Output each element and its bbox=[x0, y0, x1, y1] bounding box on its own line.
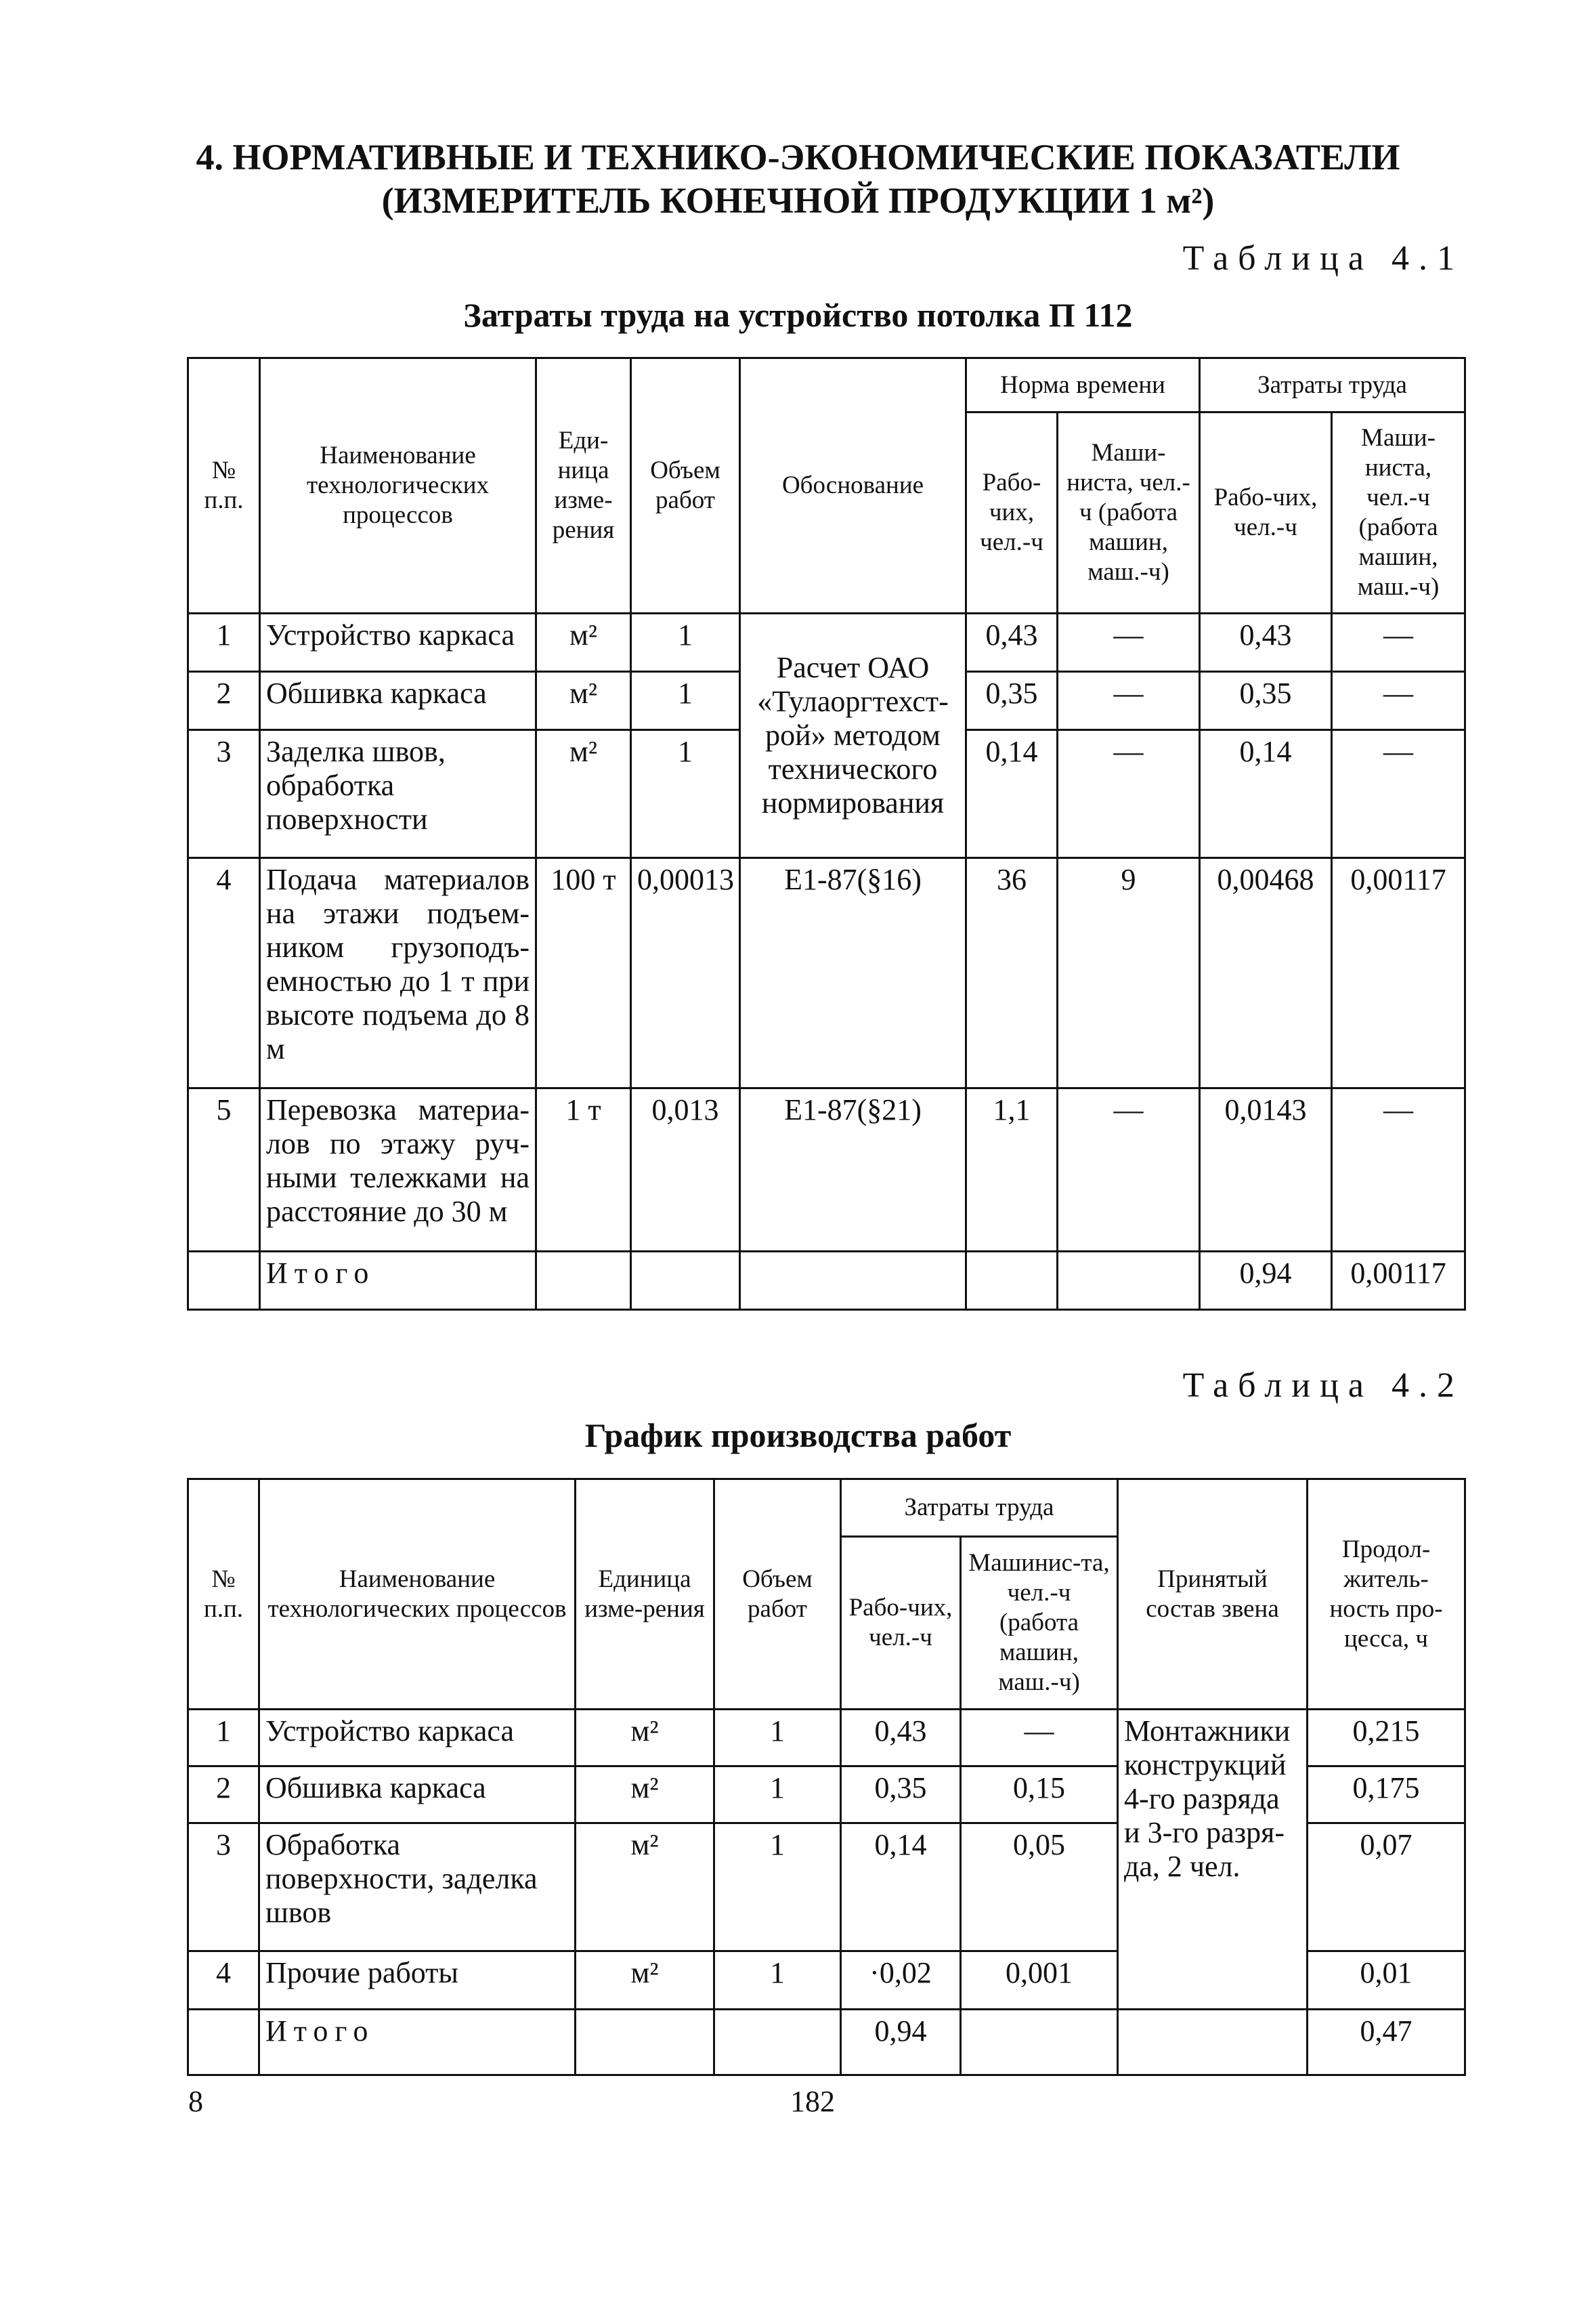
row-machinists: 0,15 bbox=[961, 1766, 1118, 1823]
row-norm-workers: 0,43 bbox=[966, 614, 1058, 672]
row-name: Обшивка каркаса bbox=[259, 1766, 576, 1823]
table1 bbox=[187, 357, 1466, 1311]
row-name: Перевозка материа-лов по этажу руч-ными тележками на расстояние до 30 м bbox=[260, 1088, 536, 1252]
row-unit: м² bbox=[536, 730, 631, 858]
table1-header-num: № п.п. bbox=[188, 358, 260, 614]
table2 bbox=[187, 1478, 1466, 2076]
row-cost-machinists: — bbox=[1332, 672, 1465, 730]
row-unit: м² bbox=[576, 1823, 714, 1951]
table-row bbox=[188, 1088, 1465, 1252]
row-name: Прочие работы bbox=[259, 1951, 576, 2010]
row-duration: 0,01 bbox=[1308, 1951, 1465, 2010]
total-duration: 0,47 bbox=[1308, 2010, 1465, 2075]
row-unit: м² bbox=[536, 614, 631, 672]
table2-shared-crew: Монтажники конструкций 4-го разряда и 3-го разря-да, 2 чел. bbox=[1118, 1710, 1308, 2010]
total-label: Итого bbox=[259, 2010, 576, 2075]
section-heading-line1: 4. НОРМАТИВНЫЕ И ТЕХНИКО-ЭКОНОМИЧЕСКИЕ ПОКАЗАТЕЛИ bbox=[196, 137, 1400, 177]
row-cost-workers: 0,35 bbox=[1200, 672, 1332, 730]
row-cost-workers: 0,43 bbox=[1200, 614, 1332, 672]
table2-header-workers: Рабо-чих, чел.-ч bbox=[841, 1537, 961, 1710]
row-volume: 1 bbox=[714, 1823, 841, 1951]
total-workers: 0,94 bbox=[841, 2010, 961, 2075]
table2-header-name: Наименование технологических процессов bbox=[259, 1479, 576, 1710]
row-num: 3 bbox=[188, 730, 260, 858]
table1-header-row bbox=[188, 358, 1465, 412]
row-volume: 1 bbox=[714, 1951, 841, 2010]
row-workers: 0,43 bbox=[841, 1710, 961, 1766]
row-num: 2 bbox=[188, 672, 260, 730]
row-cost-machinists: — bbox=[1332, 730, 1465, 858]
section-heading-line2: (ИЗМЕРИТЕЛЬ КОНЕЧНОЙ ПРОДУКЦИИ 1 м²) bbox=[381, 180, 1215, 221]
row-num: 3 bbox=[188, 1823, 259, 1951]
row-volume: 1 bbox=[631, 730, 740, 858]
row-cost-workers: 0,00468 bbox=[1200, 858, 1332, 1088]
row-basis: Е1-87(§21) bbox=[740, 1088, 966, 1252]
row-num: 4 bbox=[188, 858, 260, 1088]
total-label: Итого bbox=[260, 1252, 536, 1310]
row-cost-workers: 0,14 bbox=[1200, 730, 1332, 858]
page-number-center: 182 bbox=[790, 2085, 835, 2118]
row-unit: м² bbox=[536, 672, 631, 730]
table2-header-row bbox=[188, 1479, 1465, 1537]
row-num: 4 bbox=[188, 1951, 259, 2010]
row-duration: 0,215 bbox=[1308, 1710, 1465, 1766]
table1-header-basis: Обоснование bbox=[740, 358, 966, 614]
row-name: Подача материалов на этажи подъем-ником грузоподъ-емностью до 1 т при высоте подъема до 8 м bbox=[260, 858, 536, 1088]
row-unit: м² bbox=[576, 1766, 714, 1823]
table2-label: Таблица 4.2 bbox=[1182, 1366, 1464, 1405]
row-cost-machinists: 0,00117 bbox=[1332, 858, 1465, 1088]
table1-header-unit: Еди-ница изме-рения bbox=[536, 358, 631, 614]
row-unit: м² bbox=[576, 1710, 714, 1766]
table-row bbox=[188, 1710, 1465, 1766]
row-name: Устройство каркаса bbox=[259, 1710, 576, 1766]
row-norm-machinists: — bbox=[1058, 672, 1200, 730]
row-volume: 0,00013 bbox=[631, 858, 740, 1088]
row-name: Заделка швов, обработка поверхности bbox=[260, 730, 536, 858]
table1-header-norm-group: Норма времени bbox=[966, 358, 1200, 412]
table1-title: Затраты труда на устройство потолка П 112 bbox=[463, 296, 1133, 334]
row-duration: 0,175 bbox=[1308, 1766, 1465, 1823]
row-num: 5 bbox=[188, 1088, 260, 1252]
table2-header-unit: Единица изме-рения bbox=[576, 1479, 714, 1710]
table-row bbox=[188, 858, 1465, 1088]
page-number-left: 8 bbox=[188, 2085, 203, 2118]
total-cost-machinists: 0,00117 bbox=[1332, 1252, 1465, 1310]
row-name: Устройство каркаса bbox=[260, 614, 536, 672]
row-norm-workers: 1,1 bbox=[966, 1088, 1058, 1252]
row-unit: 100 т bbox=[536, 858, 631, 1088]
row-num: 1 bbox=[188, 1710, 259, 1766]
row-volume: 1 bbox=[714, 1710, 841, 1766]
row-num: 2 bbox=[188, 1766, 259, 1823]
row-machinists: 0,001 bbox=[961, 1951, 1118, 2010]
table-row bbox=[188, 614, 1465, 672]
table2-header-volume: Объем работ bbox=[714, 1479, 841, 1710]
table2-header-crew: Принятый состав звена bbox=[1118, 1479, 1308, 1710]
row-cost-machinists: — bbox=[1332, 614, 1465, 672]
row-cost-machinists: — bbox=[1332, 1088, 1465, 1252]
table1-total-row bbox=[188, 1252, 1465, 1310]
row-name: Обшивка каркаса bbox=[260, 672, 536, 730]
row-workers: 0,14 bbox=[841, 1823, 961, 1951]
section-heading bbox=[0, 135, 1596, 222]
table1-header-name: Наименование технологических процессов bbox=[260, 358, 536, 614]
table2-header-cost-group: Затраты труда bbox=[841, 1479, 1118, 1537]
row-name: Обработка поверхности, заделка швов bbox=[259, 1823, 576, 1951]
table1-header-cost-workers: Рабо-чих, чел.-ч bbox=[1200, 412, 1332, 614]
row-duration: 0,07 bbox=[1308, 1823, 1465, 1951]
table2-header-machinists: Машинис-та, чел.-ч (работа машин, маш.-ч) bbox=[961, 1537, 1118, 1710]
row-norm-workers: 0,35 bbox=[966, 672, 1058, 730]
row-volume: 1 bbox=[714, 1766, 841, 1823]
row-workers: ·0,02 bbox=[841, 1951, 961, 2010]
row-norm-machinists: — bbox=[1058, 614, 1200, 672]
table2-header-duration: Продол-житель-ность про-цесса, ч bbox=[1308, 1479, 1465, 1710]
row-volume: 1 bbox=[631, 614, 740, 672]
row-workers: 0,35 bbox=[841, 1766, 961, 1823]
table2-title: График производства работ bbox=[584, 1416, 1012, 1454]
row-norm-workers: 0,14 bbox=[966, 730, 1058, 858]
row-norm-workers: 36 bbox=[966, 858, 1058, 1088]
row-unit: м² bbox=[576, 1951, 714, 2010]
table1-shared-basis: Расчет ОАО «Тулаоргтехст-рой» методом технического нормирования bbox=[740, 614, 966, 858]
row-num: 1 bbox=[188, 614, 260, 672]
row-norm-machinists: — bbox=[1058, 1088, 1200, 1252]
table1-header-volume: Объем работ bbox=[631, 358, 740, 614]
row-unit: 1 т bbox=[536, 1088, 631, 1252]
table2-total-row bbox=[188, 2010, 1465, 2075]
row-volume: 1 bbox=[631, 672, 740, 730]
row-machinists: — bbox=[961, 1710, 1118, 1766]
table2-header-num: № п.п. bbox=[188, 1479, 259, 1710]
row-volume: 0,013 bbox=[631, 1088, 740, 1252]
row-machinists: 0,05 bbox=[961, 1823, 1118, 1951]
row-basis: Е1-87(§16) bbox=[740, 858, 966, 1088]
table1-label: Таблица 4.1 bbox=[1182, 239, 1464, 278]
total-cost-workers: 0,94 bbox=[1200, 1252, 1332, 1310]
row-norm-machinists: — bbox=[1058, 730, 1200, 858]
table1-header-norm-workers: Рабо-чих, чел.-ч bbox=[966, 412, 1058, 614]
table1-header-cost-group: Затраты труда bbox=[1200, 358, 1465, 412]
row-cost-workers: 0,0143 bbox=[1200, 1088, 1332, 1252]
table1-header-cost-machinists: Маши-ниста, чел.-ч (работа машин, маш.-ч) bbox=[1332, 412, 1465, 614]
table1-header-norm-machinists: Маши-ниста, чел.-ч (работа машин, маш.-ч) bbox=[1058, 412, 1200, 614]
row-norm-machinists: 9 bbox=[1058, 858, 1200, 1088]
